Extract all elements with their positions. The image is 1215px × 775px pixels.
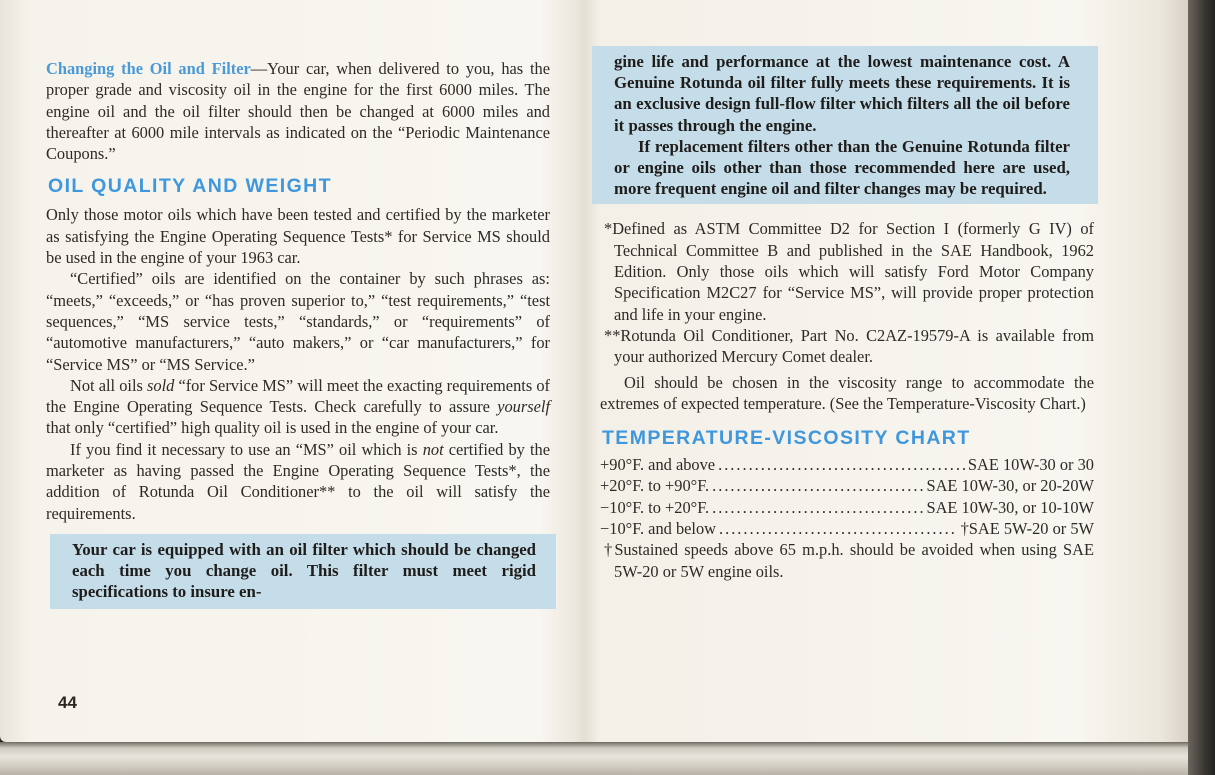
callout-para-1: gine life and performance at the lowest maintenance cost. A Genuine Rotunda oil filter fully meets these requirements. It is an exclusive design full-flow filter which filters all the oil before it passes through the engine.	[614, 52, 1070, 135]
oil-grade: SAE 10W-30 or 30	[967, 455, 1094, 475]
oil-quality-para-3: Not all oils sold “for Service MS” will meet the exacting requirements of the Engine Operating Sequence Tests. Check carefully to assure yourself that only “certified” high quality oil is used in the engine of your car.	[46, 375, 550, 438]
oil-grade: †SAE 5W-20 or 5W	[960, 518, 1094, 538]
oil-quality-para-2: “Certified” oils are identified on the container by such phrases as: “meets,” “exceeds,” or “has proven superior to,” “test requirements,” “test sequences,” “MS service tests,” “standards,” or “requirements” of “automotive manufacturers,” “auto makers,” or “car manufacturers,” for “Service MS” or “MS Service.”	[46, 269, 550, 374]
oil-quality-para-4: If you find it necessary to use an “MS” oil which is not certified by the marketer as having passed the Engine Operating Sequence Tests*, the addition of Rotunda Oil Conditioner** to the oil will satisfy the requirements.	[46, 439, 550, 523]
right-page	[600, 46, 1094, 582]
oil-filter-callout-continued	[592, 46, 1098, 204]
dot-leader	[712, 475, 923, 496]
callout-para-2: If replacement filters other than the Genuine Rotunda filter or engine oils other than those recommended here are used, more frequent engine oil and filter changes may be required.	[614, 136, 1070, 199]
dot-leader	[712, 497, 923, 518]
oil-quality-heading: OIL QUALITY AND WEIGHT	[48, 175, 332, 198]
page-number: 44	[58, 693, 77, 712]
footnote-astm: *Defined as ASTM Committee D2 for Section I (formerly G IV) of Technical Committee B and published in the SAE Handbook, 1962 Edition. Only those oils which will satisfy Ford Motor Company Specification M2C27 for “Service MS”, will provide proper protection and life in your engine.	[604, 219, 1094, 324]
intro-paragraph	[46, 58, 550, 164]
oil-filter-callout: Your car is equipped with an oil filter which should be changed each time you change oil. This filter must meet rigid specifications to insure en-	[50, 534, 556, 609]
oil-quality-para-1: Only those motor oils which have been tested and certified by the marketer as satisfying the Engine Operating Sequence Tests* for Service MS should be used in the engine of your 1963 car.	[46, 205, 550, 268]
oil-grade: SAE 10W-30, or 10-10W	[926, 497, 1094, 517]
dot-leader	[718, 454, 965, 475]
table-row	[600, 475, 1094, 496]
temp-range: −10°F. to +20°F.	[600, 497, 710, 517]
chart-heading: TEMPERATURE-VISCOSITY CHART	[602, 427, 971, 450]
table-row	[600, 497, 1094, 518]
temp-range: +20°F. to +90°F.	[600, 476, 710, 496]
temperature-viscosity-table	[600, 454, 1094, 539]
oil-grade: SAE 10W-30, or 20-20W	[926, 476, 1094, 496]
table-row	[600, 454, 1094, 475]
intro-text: —Your car, when delivered to you, has the proper grade and viscosity oil in the engine for the first 6000 miles. The engine oil and the oil filter should then be changed at 6000 miles and thereafter at 6000 mile intervals as indicated on the “Periodic Maintenance Coupons.”	[46, 59, 550, 164]
temp-range: +90°F. and above	[600, 455, 716, 475]
page-stack-edge	[0, 742, 1215, 775]
table-row	[600, 518, 1094, 539]
chart-note: †Sustained speeds above 65 m.p.h. should be avoided when using SAE 5W-20 or 5W engine oils.	[604, 540, 1094, 581]
temp-range: −10°F. and below	[600, 518, 717, 538]
footnote-rotunda: **Rotunda Oil Conditioner, Part No. C2AZ-19579-A is available from your authorized Mercury Comet dealer.	[604, 325, 1094, 367]
viscosity-paragraph: Oil should be chosen in the viscosity range to accommodate the extremes of expected temperature. (See the Temperature-Viscosity Chart.)	[600, 372, 1094, 413]
left-page	[46, 58, 550, 609]
dot-leader	[719, 518, 958, 539]
book-cover-edge	[1188, 0, 1215, 775]
intro-title: Changing the Oil and Filter	[46, 59, 251, 78]
